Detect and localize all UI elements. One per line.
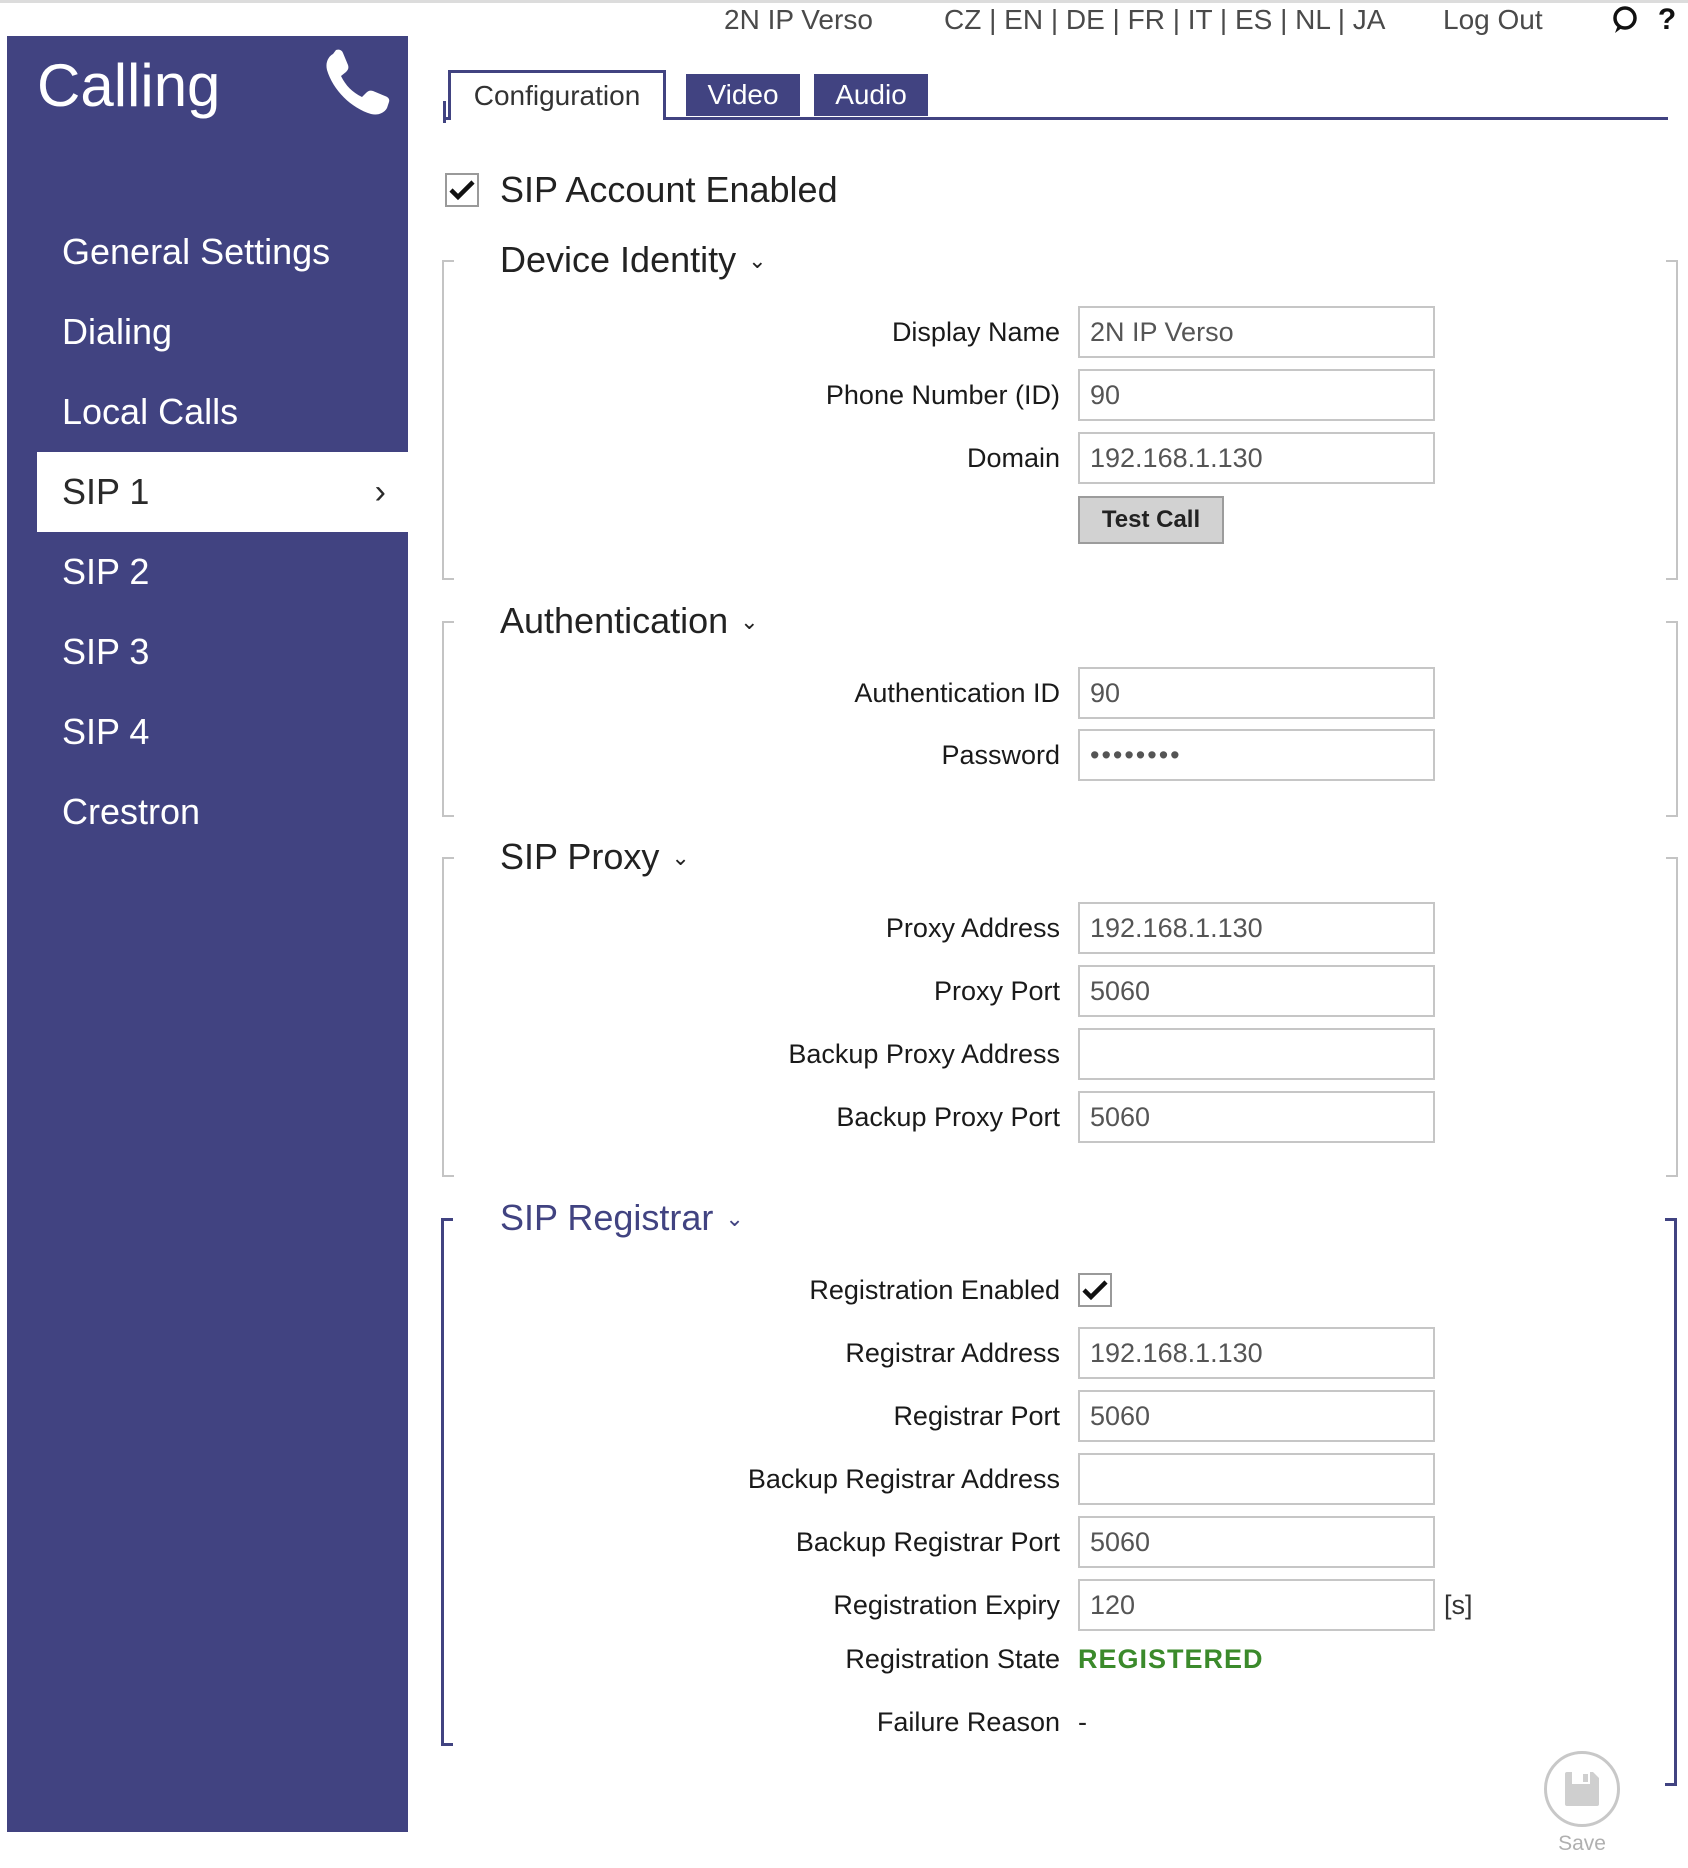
sip-account-enabled-label: SIP Account Enabled <box>500 169 838 210</box>
section-bracket-right <box>1666 857 1678 1177</box>
proxy-port-label: Proxy Port <box>933 976 1060 1006</box>
sidebar-item-label: SIP 4 <box>62 711 150 752</box>
top-bar <box>0 0 1688 40</box>
tab-audio[interactable]: Audio <box>814 74 928 116</box>
section-title-device-identity[interactable] <box>500 238 767 283</box>
section-bracket-right <box>1666 260 1678 580</box>
sidebar-nav <box>37 212 408 852</box>
device-name: 2N IP Verso <box>724 4 873 35</box>
sidebar-item-label: Local Calls <box>62 391 239 432</box>
sidebar-item-local-calls[interactable] <box>37 372 408 452</box>
logout-link[interactable]: Log Out <box>1443 4 1543 35</box>
domain-input[interactable] <box>1078 432 1435 484</box>
chevron-down-icon: ⌄ <box>740 609 759 634</box>
sip-account-enabled-checkbox[interactable] <box>445 173 479 207</box>
chevron-down-icon: ⌄ <box>725 1206 744 1231</box>
phone-icon <box>319 46 395 122</box>
tab-configuration[interactable]: Configuration <box>448 70 666 120</box>
chevron-right-icon: › <box>374 473 386 511</box>
registration-expiry-label: Registration Expiry <box>833 1590 1060 1620</box>
sidebar-item-label: General Settings <box>62 231 331 272</box>
authentication-id-label: Authentication ID <box>854 678 1060 708</box>
language-selector[interactable]: CZ | EN | DE | FR | IT | ES | NL | JA <box>944 4 1386 35</box>
proxy-address-input[interactable] <box>1078 902 1435 954</box>
authentication-id-input[interactable] <box>1078 667 1435 719</box>
display-name-label: Display Name <box>891 317 1060 347</box>
registrar-address-label: Registrar Address <box>845 1338 1060 1368</box>
section-bracket-right <box>1666 621 1678 817</box>
backup-registrar-port-label: Backup Registrar Port <box>795 1527 1060 1557</box>
checkmark-icon <box>449 179 475 201</box>
sidebar-item-label: SIP 3 <box>62 631 150 672</box>
floppy-disk-icon <box>1563 1770 1601 1808</box>
registration-enabled-label: Registration Enabled <box>809 1275 1060 1305</box>
section-title-sip-proxy[interactable] <box>500 835 690 880</box>
chevron-down-icon: ⌄ <box>671 845 690 870</box>
registration-expiry-unit: [s] <box>1444 1590 1473 1620</box>
backup-registrar-port-input[interactable] <box>1078 1516 1435 1568</box>
backup-proxy-address-input[interactable] <box>1078 1028 1435 1080</box>
display-name-input[interactable] <box>1078 306 1435 358</box>
section-bracket-left <box>442 621 454 817</box>
section-bracket-left <box>442 260 454 580</box>
registration-state-value: REGISTERED <box>1078 1644 1264 1674</box>
phone-number-input[interactable] <box>1078 369 1435 421</box>
save-button[interactable] <box>1544 1751 1620 1827</box>
registrar-port-input[interactable] <box>1078 1390 1435 1442</box>
section-title-sip-registrar[interactable] <box>500 1196 744 1241</box>
sidebar-item-crestron[interactable] <box>37 772 408 852</box>
backup-registrar-address-input[interactable] <box>1078 1453 1435 1505</box>
section-bracket-left <box>442 857 454 1177</box>
sidebar-item-label: SIP 1 <box>62 471 150 512</box>
sidebar-title: Calling <box>37 52 221 119</box>
sidebar-item-general-settings[interactable] <box>37 212 408 292</box>
sidebar-item-dialing[interactable] <box>37 292 408 372</box>
section-title-text: SIP Proxy <box>500 836 660 877</box>
tab-video[interactable]: Video <box>686 74 800 116</box>
chevron-down-icon: ⌄ <box>748 248 767 273</box>
section-bracket-left <box>441 1218 453 1746</box>
sidebar-item-label: Crestron <box>62 791 201 832</box>
speech-bubble-icon[interactable] <box>1608 2 1642 38</box>
registration-expiry-input[interactable] <box>1078 1579 1435 1631</box>
backup-proxy-port-label: Backup Proxy Port <box>836 1102 1060 1132</box>
sidebar-item-label: SIP 2 <box>62 551 150 592</box>
section-title-text: SIP Registrar <box>500 1197 714 1238</box>
phone-number-label: Phone Number (ID) <box>825 380 1060 410</box>
domain-label: Domain <box>966 443 1060 473</box>
failure-reason-value: - <box>1078 1707 1087 1737</box>
backup-proxy-port-input[interactable] <box>1078 1091 1435 1143</box>
registration-enabled-checkbox[interactable] <box>1078 1273 1112 1307</box>
proxy-address-label: Proxy Address <box>885 913 1060 943</box>
test-call-button[interactable]: Test Call <box>1078 496 1224 544</box>
question-icon[interactable]: ? <box>1657 3 1677 36</box>
sidebar-item-label: Dialing <box>62 311 173 352</box>
save-label: Save <box>1558 1832 1606 1855</box>
section-title-text: Authentication <box>500 600 729 641</box>
proxy-port-input[interactable] <box>1078 965 1435 1017</box>
sidebar-item-sip-4[interactable] <box>37 692 408 772</box>
sidebar-item-sip-2[interactable] <box>37 532 408 612</box>
sidebar-item-sip-3[interactable] <box>37 612 408 692</box>
registration-state-label: Registration State <box>845 1644 1060 1674</box>
section-bracket-right <box>1665 1218 1677 1786</box>
sidebar-item-sip-1[interactable] <box>37 452 408 532</box>
registrar-address-input[interactable] <box>1078 1327 1435 1379</box>
password-label: Password <box>941 740 1060 770</box>
registrar-port-label: Registrar Port <box>893 1401 1060 1431</box>
password-input[interactable] <box>1078 729 1435 781</box>
checkmark-icon <box>1082 1279 1108 1301</box>
section-title-text: Device Identity <box>500 239 737 280</box>
sidebar <box>7 36 408 1832</box>
backup-registrar-address-label: Backup Registrar Address <box>747 1464 1060 1494</box>
backup-proxy-address-label: Backup Proxy Address <box>788 1039 1060 1069</box>
failure-reason-label: Failure Reason <box>876 1707 1060 1737</box>
section-title-authentication[interactable] <box>500 599 759 644</box>
